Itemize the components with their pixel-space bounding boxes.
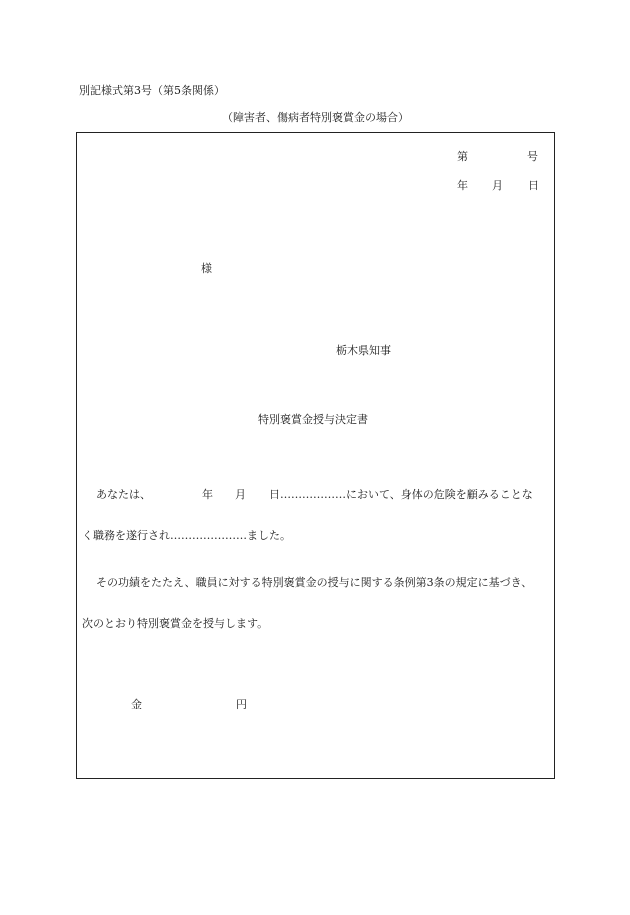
body-p1-year: 年 [202,488,213,501]
form-subtitle: （障害者、傷病者特別褒賞金の場合） [222,111,409,124]
issuer-name: 栃木県知事 [336,344,391,357]
issue-date-year: 年 [457,179,468,192]
body-p1-month: 月 [235,488,246,501]
issue-date-day: 日 [528,179,539,192]
recipient-honorific: 様 [201,262,212,275]
document-frame [76,132,555,779]
amount-unit: 円 [236,698,247,711]
document-number-prefix: 第 [457,150,468,163]
body-paragraph-1-line-2: く職務を遂行され…………………ました。 [82,529,291,542]
body-paragraph-2-line-2: 次のとおり特別褒賞金を授与します。 [82,617,269,630]
document-number-suffix: 号 [527,150,538,163]
amount-label: 金 [131,698,142,711]
issue-date-month: 月 [492,179,503,192]
body-paragraph-1-line-1 [96,488,533,502]
document-title: 特別褒賞金授与決定書 [258,413,368,426]
body-paragraph-2-line-1: その功績をたたえ、職員に対する特別褒賞金の授与に関する条例第3条の規定に基づき、 [96,576,533,589]
body-p1-day-rest: 日………………において、身体の危険を顧みることな [269,488,533,501]
body-p1-start: あなたは、 [96,488,151,501]
form-title: 別記様式第3号（第5条関係） [79,84,225,97]
